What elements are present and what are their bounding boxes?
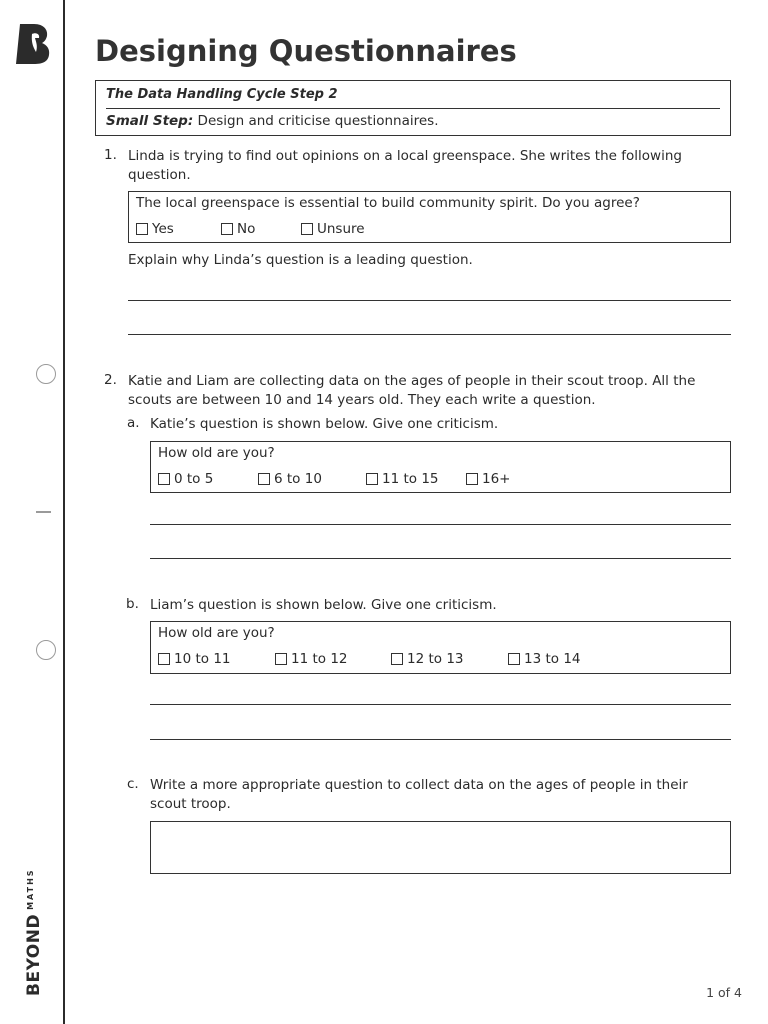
option-label: 16+ [482, 471, 511, 487]
page-title: Designing Questionnaires [95, 34, 517, 68]
page-number: 1 of 4 [706, 985, 742, 1000]
checkbox[interactable] [136, 223, 148, 235]
question-2a-letter: a. [127, 415, 140, 431]
checkbox[interactable] [158, 653, 170, 665]
punch-hole [36, 640, 56, 660]
option-label: 11 to 12 [291, 651, 348, 667]
option-label: 0 to 5 [174, 471, 214, 487]
option-13-to-14[interactable] [508, 651, 581, 667]
small-step-text: Design and criticise questionnaires. [197, 113, 439, 129]
margin-line [63, 0, 65, 1024]
option-label: 12 to 13 [407, 651, 464, 667]
question-1-box [128, 191, 731, 243]
answer-line[interactable] [150, 739, 731, 740]
beyond-logo-icon [14, 22, 52, 66]
checkbox[interactable] [391, 653, 403, 665]
question-2a-box [150, 441, 731, 493]
step-divider [106, 108, 720, 109]
checkbox[interactable] [221, 223, 233, 235]
fold-mark [36, 511, 51, 513]
option-10-to-11[interactable] [158, 651, 231, 667]
checkbox[interactable] [466, 473, 478, 485]
question-2a-box-question: How old are you? [158, 445, 275, 461]
step-heading: The Data Handling Cycle Step 2 [106, 87, 338, 102]
checkbox[interactable] [366, 473, 378, 485]
question-2c-text: Write a more appropriate question to collect data on the ages of people in their scout troop. [150, 777, 688, 812]
answer-line[interactable] [150, 524, 731, 525]
question-2c-letter: c. [127, 776, 139, 792]
option-11-to-12[interactable] [275, 651, 348, 667]
option-6-to-10[interactable] [258, 471, 322, 487]
small-step-line [106, 113, 439, 129]
punch-hole [36, 364, 56, 384]
option-0-to-5[interactable] [158, 471, 213, 487]
option-label: 10 to 11 [174, 651, 231, 667]
question-2a-text: Katie’s question is shown below. Give one criticism. [150, 416, 499, 432]
checkbox[interactable] [258, 473, 270, 485]
question-2-text: Katie and Liam are collecting data on the ages of people in their scout troop. All the scouts are between 10 and 14 years old. They each write a question. [128, 373, 696, 408]
option-16-plus[interactable] [466, 471, 511, 487]
option-11-to-15[interactable] [366, 471, 439, 487]
answer-line[interactable] [128, 300, 731, 301]
checkbox[interactable] [508, 653, 520, 665]
question-2-number: 2. [104, 372, 117, 388]
option-no[interactable] [221, 221, 255, 237]
brand-name: BEYOND [24, 913, 44, 996]
option-yes[interactable] [136, 221, 174, 237]
brand-wordmark [24, 868, 44, 996]
question-2b-letter: b. [126, 596, 139, 612]
checkbox[interactable] [158, 473, 170, 485]
option-label: 11 to 15 [382, 471, 439, 487]
answer-line[interactable] [150, 558, 731, 559]
option-label: Unsure [317, 221, 365, 237]
question-1-box-question: The local greenspace is essential to build community spirit. Do you agree? [136, 195, 640, 211]
question-1-prompt: Explain why Linda’s question is a leading question. [128, 252, 473, 268]
option-label: 6 to 10 [274, 471, 322, 487]
answer-line[interactable] [150, 704, 731, 705]
answer-box[interactable] [150, 821, 731, 874]
answer-line[interactable] [128, 334, 731, 335]
question-1-text: Linda is trying to find out opinions on a local greenspace. She writes the following question. [128, 148, 682, 183]
option-unsure[interactable] [301, 221, 365, 237]
option-label: 13 to 14 [524, 651, 581, 667]
option-label: No [237, 221, 256, 237]
checkbox[interactable] [301, 223, 313, 235]
checkbox[interactable] [275, 653, 287, 665]
brand-sub: MATHS [26, 868, 35, 910]
question-2b-text: Liam’s question is shown below. Give one criticism. [150, 597, 497, 613]
small-step-box [95, 80, 731, 136]
question-2b-box-question: How old are you? [158, 625, 275, 641]
question-2b-box [150, 621, 731, 674]
option-12-to-13[interactable] [391, 651, 464, 667]
question-1-number: 1. [104, 147, 117, 163]
small-step-label: Small Step: [106, 113, 194, 129]
option-label: Yes [152, 221, 174, 237]
